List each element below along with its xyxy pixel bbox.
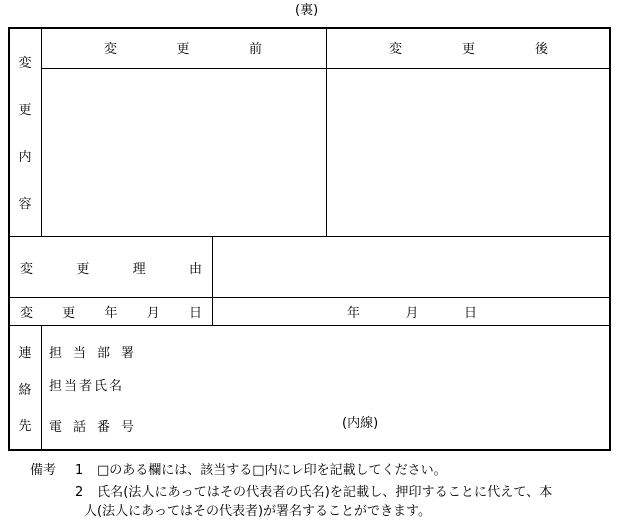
notes-title: 備考 xyxy=(30,463,57,478)
phone-char: 電 xyxy=(49,419,63,435)
phone-char: 番 xyxy=(96,419,110,435)
note-text-continuation: 人(法人にあってはその代表者)が署名することができます。 xyxy=(84,504,431,519)
extension-label: (内線) xyxy=(342,416,379,431)
note-text: □のある欄には、該当する□内にレ印を記載してください。 xyxy=(97,463,447,478)
before-char: 変 xyxy=(104,41,118,57)
note-number: 1 xyxy=(75,463,84,478)
note-number: 2 xyxy=(75,485,84,500)
after-char: 変 xyxy=(389,41,403,57)
date-label-char: 更 xyxy=(62,305,76,321)
date-label-char: 日 xyxy=(188,305,202,321)
department-char: 部 xyxy=(96,345,110,361)
after-content-field[interactable] xyxy=(327,69,609,236)
change-content-char: 容 xyxy=(18,197,32,212)
person-name-field[interactable] xyxy=(145,375,595,399)
date-label-char: 変 xyxy=(20,305,34,321)
rule-reason-bottom xyxy=(8,297,611,298)
reason-char: 由 xyxy=(188,261,202,277)
after-char: 後 xyxy=(534,41,548,57)
department-char: 署 xyxy=(120,345,134,361)
before-char: 前 xyxy=(248,41,262,57)
department-field[interactable] xyxy=(145,338,595,362)
date-day-char: 日 xyxy=(463,305,477,321)
phone-char: 号 xyxy=(120,419,134,435)
page-label: (裏) xyxy=(295,3,319,18)
phone-char: 話 xyxy=(72,419,86,435)
change-content-char: 変 xyxy=(18,56,32,71)
before-header xyxy=(104,38,262,56)
after-char: 更 xyxy=(461,41,475,57)
person-name-label: 担当者氏名 xyxy=(49,379,125,394)
contact-char: 先 xyxy=(18,419,32,434)
date-label-char: 月 xyxy=(146,305,160,321)
date-month-char: 月 xyxy=(405,305,419,321)
change-content-char: 更 xyxy=(18,103,32,118)
change-date-field[interactable] xyxy=(347,302,477,320)
phone-field[interactable] xyxy=(145,412,335,436)
department-label xyxy=(49,342,134,360)
reason-char: 更 xyxy=(76,261,90,277)
date-year-char: 年 xyxy=(347,305,361,321)
contact-char: 連 xyxy=(18,346,32,361)
change-content-label xyxy=(14,52,36,212)
reason-char: 理 xyxy=(132,261,146,277)
note-text: 氏名(法人にあってはその代表者の氏名)を記載し、押印することに代えて、本 xyxy=(97,485,553,500)
rule-date-bottom xyxy=(8,325,611,326)
contact-label xyxy=(14,342,36,434)
phone-label xyxy=(49,416,134,434)
change-content-char: 内 xyxy=(18,150,32,165)
after-header xyxy=(389,38,548,56)
before-char: 更 xyxy=(176,41,190,57)
change-reason-field[interactable] xyxy=(213,237,609,297)
reason-char: 変 xyxy=(20,261,34,277)
change-date-label xyxy=(20,302,202,320)
department-char: 担 xyxy=(49,345,63,361)
extension-field[interactable] xyxy=(392,412,592,436)
date-label-char: 年 xyxy=(104,305,118,321)
department-char: 当 xyxy=(72,345,86,361)
before-content-field[interactable] xyxy=(42,69,326,236)
change-reason-label xyxy=(20,258,202,276)
contact-char: 絡 xyxy=(18,382,32,398)
rule-left-contact xyxy=(41,325,42,451)
